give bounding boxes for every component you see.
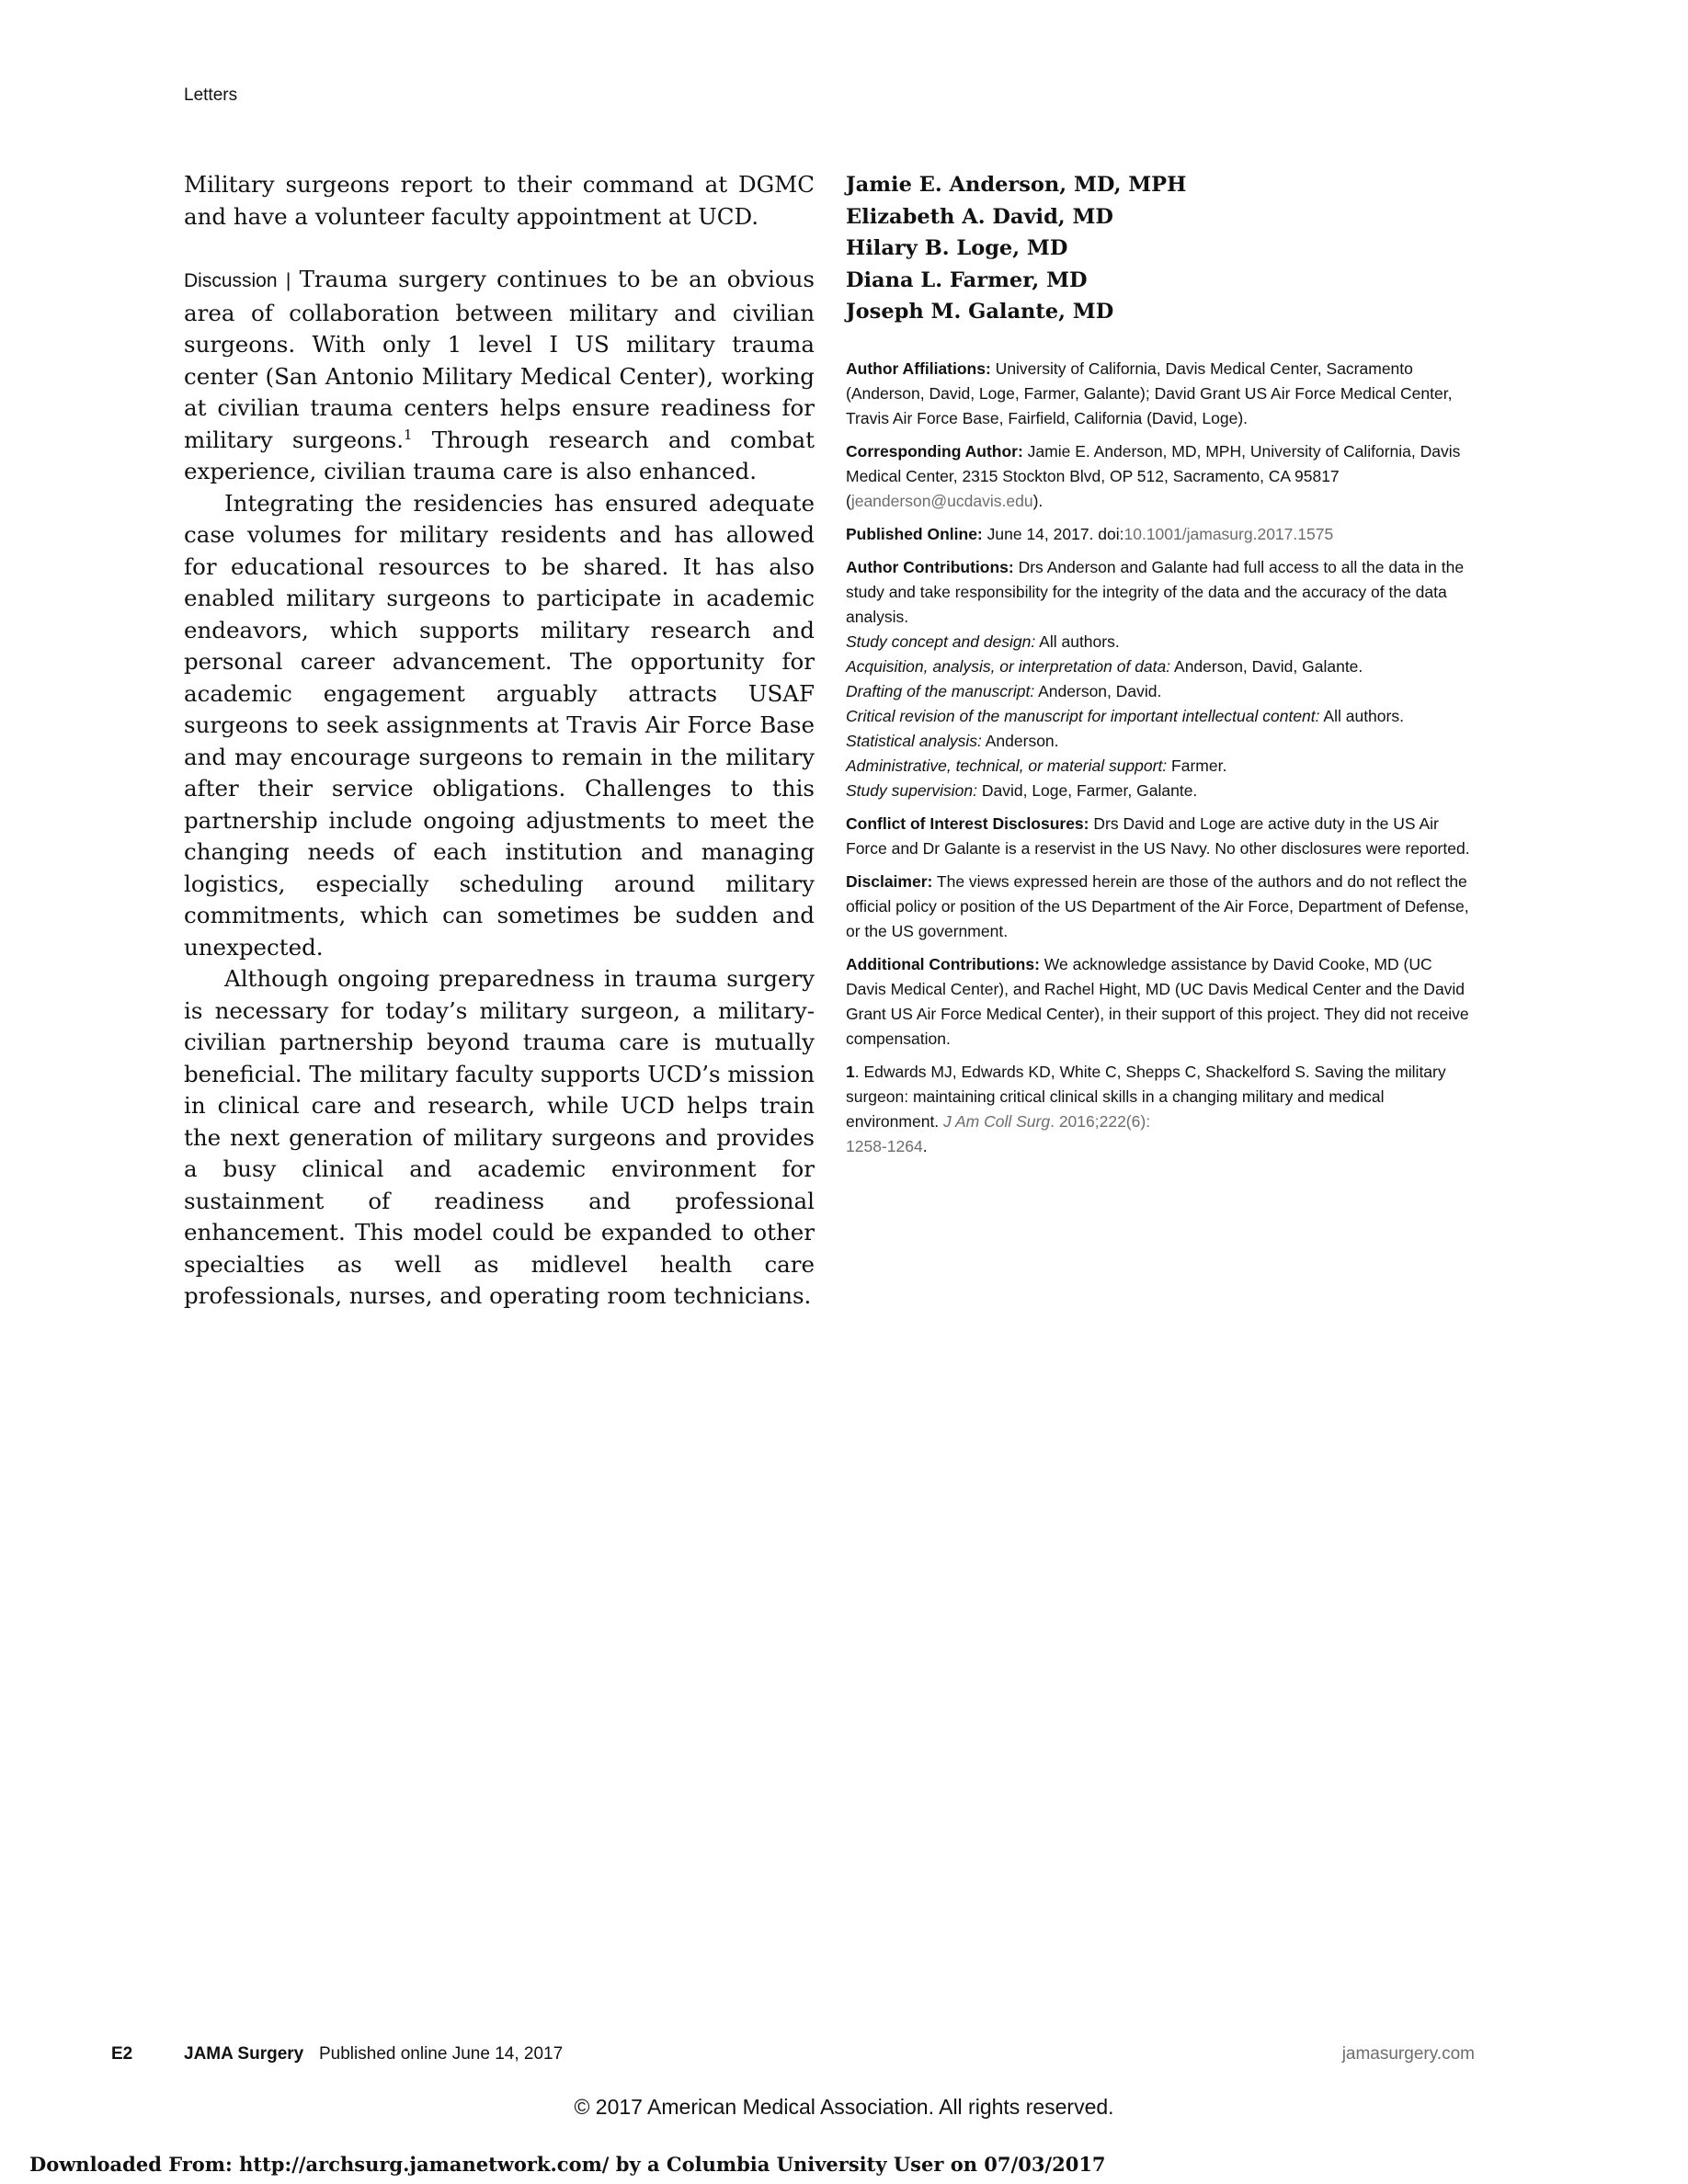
reference-item xyxy=(846,1060,1477,1159)
disclaimer-text: The views expressed herein are those of the authors and do not reflect the official policy or position of the US Department of the Air Force, Department of Defense, or the US government. xyxy=(846,872,1469,940)
disclaimer-label: Disclaimer: xyxy=(846,872,933,891)
author-name: Joseph M. Galante, MD xyxy=(846,300,1114,324)
contribution-names: Anderson, David, Galante. xyxy=(1170,657,1363,676)
contributions-intro xyxy=(846,555,1477,630)
journal-website[interactable]: jamasurgery.com xyxy=(1341,2044,1475,2064)
conflict-disclosures xyxy=(846,812,1477,861)
article-info xyxy=(846,357,1477,1167)
published-date: Published online June 14, 2017 xyxy=(319,2044,564,2064)
disclaimer xyxy=(846,870,1477,944)
discussion-paragraph xyxy=(184,264,815,488)
conflict-label: Conflict of Interest Disclosures: xyxy=(846,814,1089,833)
author-name: Jamie E. Anderson, MD, MPH xyxy=(846,173,1187,197)
reference-end: . xyxy=(922,1137,928,1155)
reference-text: . Edwards MJ, Edwards KD, White C, Shepps C, Shackelford S. Saving the military surgeon: maintaining critical clinical skills in a changing military and medical environment. xyxy=(846,1063,1446,1131)
contribution-names: Anderson. xyxy=(981,732,1059,750)
author-contributions xyxy=(846,555,1477,803)
published-online xyxy=(846,522,1477,547)
author-name: Diana L. Farmer, MD xyxy=(846,267,1088,292)
contribution-line xyxy=(846,779,1477,803)
body-column xyxy=(184,169,815,1313)
body-paragraph: Integrating the residencies has ensured adequate case volumes for military residents and has allowed for educational resources to be shared. It has also enabled military surgeons to participate in academic endeavors, which supports military research and personal career advancement. The opportunity for academic engagement arguably attracts USAF surgeons to seek assignments at Travis Air Force Base and may encourage surgeons to remain in the military after their service obligations. Challenges to this partnership include ongoing adjustments to meet the changing needs of each institution and managing logistics, especially scheduling around military commitments, which can sometimes be sudden and unexpected. xyxy=(184,489,815,961)
reference-number: 1 xyxy=(846,1063,855,1081)
contribution-role: Critical revision of the manuscript for important intellectual content: xyxy=(846,707,1320,725)
reference-journal[interactable]: J Am Coll Surg xyxy=(943,1112,1051,1131)
page-number: E2 xyxy=(111,2044,133,2064)
affiliations-label: Author Affiliations: xyxy=(846,359,991,378)
body-paragraph: Military surgeons report to their command at DGMC and have a volunteer faculty appointment at UCD. xyxy=(184,171,815,230)
additional-label: Additional Contributions: xyxy=(846,955,1040,973)
corresponding-close: ). xyxy=(1032,492,1044,510)
contribution-line xyxy=(846,754,1477,779)
body-text: Trauma surgery continues to be an obvious area of collaboration between military and civilian surgeons. With only 1 level I US military trauma center (San Antonio Military Medical Center), working at civilian trauma centers helps ensure readiness for military surgeons. xyxy=(184,266,815,453)
contribution-line xyxy=(846,630,1477,654)
download-note: Downloaded From: http://archsurg.jamanetwork.com/ by a Columbia University User on 07/03/2017 xyxy=(29,2153,1106,2176)
doi-link[interactable]: 10.1001/jamasurg.2017.1575 xyxy=(1123,525,1334,543)
contribution-role: Statistical analysis: xyxy=(846,732,982,750)
additional-contributions xyxy=(846,952,1477,1052)
contributions-text: Drs Anderson and Galante had full access to all the data in the study and take responsibility for the integrity of the data and the accuracy of the data analysis. xyxy=(846,558,1465,626)
journal-name: JAMA Surgery xyxy=(184,2044,304,2064)
body-text: Through research and combat experience, civilian trauma care is also enhanced. xyxy=(184,426,815,484)
contribution-names: All authors. xyxy=(1319,707,1404,725)
affiliations-text: University of California, Davis Medical Center, Sacramento (Anderson, David, Loge, Farmer, Galante); David Grant US Air Force Medical Center, Travis Air Force Base, Fairfield, California (David, Loge). xyxy=(846,359,1453,427)
body-paragraph: Although ongoing preparedness in trauma surgery is necessary for today’s military surgeon, a military-civilian partnership beyond trauma care is mutually beneficial. The military faculty supports UCD’s mission in clinical care and research, while UCD helps train the next generation of military surgeons and provides a busy clinical and academic environment for sustainment of readiness and professional enhancement. This model could be expanded to other specialties as well as midlevel health care professionals, nurses, and operating room technicians. xyxy=(184,965,815,1309)
corresponding-text: Jamie E. Anderson, MD, MPH, University of California, Davis Medical Center, 2315 Stockton Blvd, OP 512, Sacramento, CA 95817 ( xyxy=(846,442,1461,510)
contribution-names: Anderson, David. xyxy=(1034,682,1162,700)
contribution-role: Study concept and design: xyxy=(846,632,1036,651)
reference-details[interactable]: . 2016;222(6): xyxy=(1050,1112,1151,1131)
author-name: Hilary B. Loge, MD xyxy=(846,236,1068,260)
author-name: Elizabeth A. David, MD xyxy=(846,204,1113,229)
published-label: Published Online: xyxy=(846,525,983,543)
contribution-role: Acquisition, analysis, or interpretation of data: xyxy=(846,657,1171,676)
contributions-label: Author Contributions: xyxy=(846,558,1014,576)
author-list xyxy=(846,169,1186,328)
discussion-heading: Discussion xyxy=(184,270,278,291)
contribution-names: All authors. xyxy=(1035,632,1120,651)
contribution-role: Drafting of the manuscript: xyxy=(846,682,1035,700)
contribution-names: Farmer. xyxy=(1167,756,1227,775)
corresponding-label: Corresponding Author: xyxy=(846,442,1023,461)
corresponding-author xyxy=(846,439,1477,514)
published-text: June 14, 2017. doi: xyxy=(982,525,1124,543)
contribution-line xyxy=(846,679,1477,704)
reference-pages[interactable]: 1258-1264 xyxy=(846,1137,923,1155)
contribution-line xyxy=(846,704,1477,729)
section-label: Letters xyxy=(184,85,238,105)
contribution-role: Administrative, technical, or material support: xyxy=(846,756,1168,775)
discussion-separator: | xyxy=(277,270,300,291)
contribution-line xyxy=(846,654,1477,679)
contribution-role: Study supervision: xyxy=(846,781,977,800)
conflict-text: Drs David and Loge are active duty in the US Air Force and Dr Galante is a reservist in the US Navy. No other disclosures were reported. xyxy=(846,814,1470,858)
contribution-line xyxy=(846,729,1477,754)
author-affiliations xyxy=(846,357,1477,431)
copyright-notice: © 2017 American Medical Association. All rights reserved. xyxy=(574,2095,1114,2119)
contribution-names: David, Loge, Farmer, Galante. xyxy=(977,781,1198,800)
additional-text: We acknowledge assistance by David Cooke, MD (UC Davis Medical Center), and Rachel Hight, MD (UC Davis Medical Center and the David Grant US Air Force Medical Center), in their support of this project. They did not receive compensation. xyxy=(846,955,1469,1048)
email-link[interactable]: jeanderson@ucdavis.edu xyxy=(850,492,1033,510)
reference-marker[interactable]: 1 xyxy=(404,426,413,443)
